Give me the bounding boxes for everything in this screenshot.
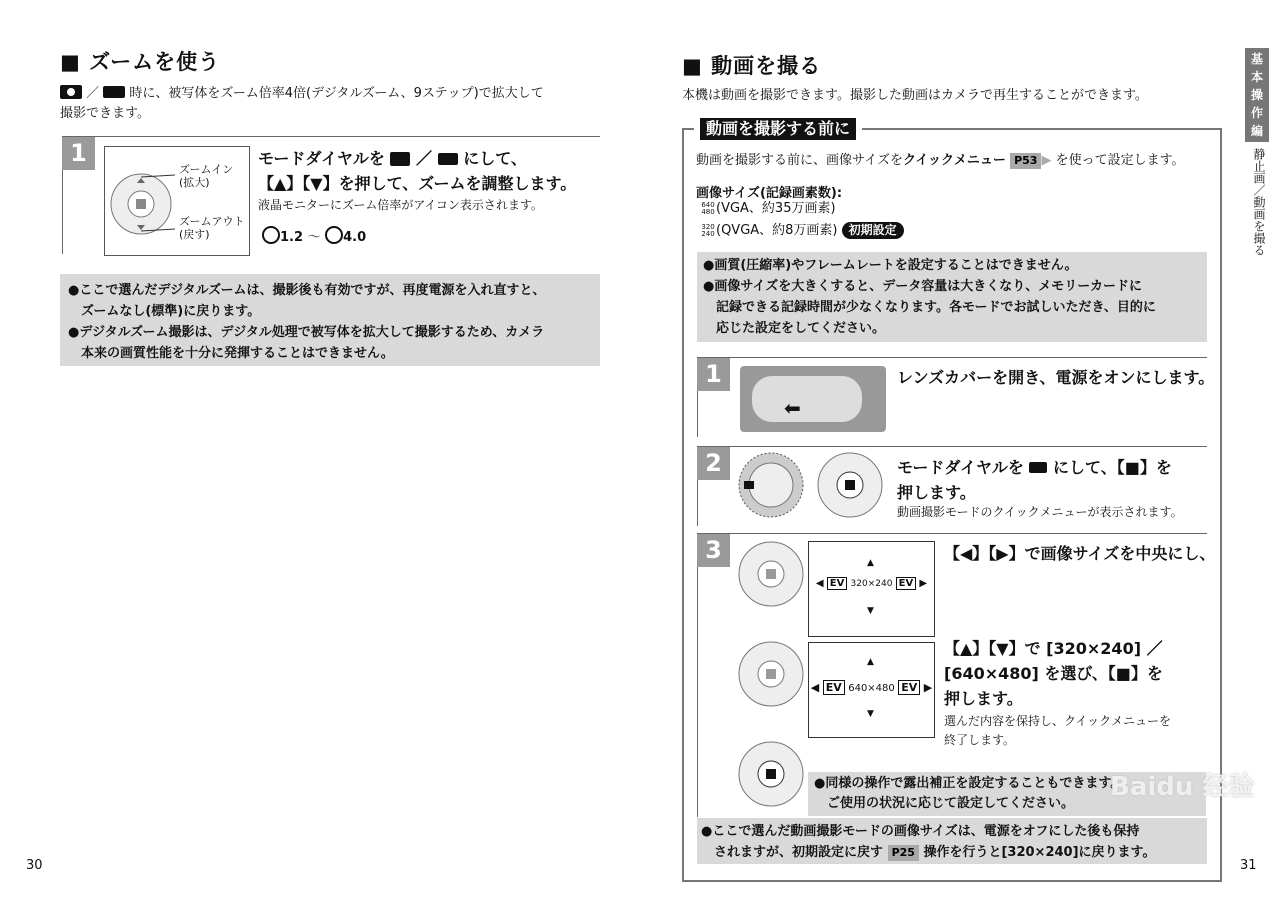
r-step3-vrule [697, 533, 698, 817]
page-ref-badge[interactable]: P53 [1010, 153, 1041, 169]
camera-icon [60, 85, 82, 99]
right-intro: 本機は動画を撮影できます。撮影した動画はカメラで再生することができます。 [682, 88, 1148, 103]
right-page-number: 31 [1240, 858, 1257, 873]
side-tab-char: 本 [1250, 70, 1263, 84]
note-line: ●画像サイズを大きくすると、データ容量は大きくなり、メモリーカードに [703, 279, 1143, 294]
zoom-out-sub: (戻す) [179, 228, 210, 241]
camera-lens-cover-photo [740, 366, 886, 432]
zoom-range-sep: 〜 [307, 230, 321, 245]
side-tab[interactable] [1245, 48, 1269, 142]
r-step1-rule [697, 357, 1207, 358]
left-intro: ／ 時に、被写体をズーム倍率4倍(デジタルズーム、9ステップ)で拡大して [60, 84, 544, 104]
r-step3-desc [944, 712, 1171, 750]
default-badge: 初期設定 [842, 222, 904, 239]
left-page-number: 30 [26, 858, 43, 873]
right-page-title: ■ 動画を撮る [682, 54, 822, 78]
box-intro-a: 動画を撮影する前に、画像サイズを [696, 153, 903, 168]
step1-heading2: 【▲】【▼】を押して、ズームを調整します。 [258, 174, 577, 193]
note-line: ご使用の状況に応じて設定してください。 [814, 796, 1075, 811]
r-step3-line3: [640×480] を選び、【■】を [944, 664, 1163, 683]
box-title: 動画を撮影する前に [700, 118, 856, 140]
box-title-wrap [694, 118, 862, 140]
size-label: 画像サイズ(記録画素数): [696, 186, 843, 201]
size-option-vga: (VGA、約35万画素) [716, 201, 836, 216]
page-ref-badge[interactable]: P25 [888, 845, 919, 861]
note-line: されますが、初期設定に戻す P25 操作を行うと[320×240]に戻ります。 [701, 845, 1156, 860]
left-page-title: ■ ズームを使う [60, 50, 221, 74]
menu-preview-640: ◀ EV 640×480 EV ▶ ▲ ▼ [808, 642, 935, 738]
menu-preview-320: ◀ EV 320×240 EV ▶ ▲ ▼ [808, 541, 935, 637]
size-option-qvga: (QVGA、約8万画素) [716, 223, 838, 238]
note-line: ●デジタルズーム撮影は、デジタル処理で被写体を拡大して撮影するため、カメラ [68, 325, 545, 340]
zoom-in-label: ズームイン [179, 163, 234, 176]
size-list [700, 198, 904, 242]
note-line: ●ここで選んだ動画撮影モードの画像サイズは、電源をオフにした後も保持 [701, 824, 1140, 839]
side-tab-char: 操 [1250, 88, 1263, 102]
left-arrow-icon: ⬅ [784, 396, 801, 420]
note-line: ●画質(圧縮率)やフレームレートを設定することはできません。 [703, 258, 1078, 273]
step1-heading-b: にして、 [463, 149, 527, 168]
side-tab-char: 作 [1250, 106, 1263, 120]
side-tab-char: 基 [1250, 52, 1263, 66]
r-step3-line2: 【▲】【▼】で [320×240] ／ [944, 639, 1163, 658]
camera-icon [390, 152, 410, 166]
side-tab-char: 編 [1250, 124, 1263, 138]
note-line: ズームなし(標準)に戻ります。 [68, 304, 261, 319]
left-notes [60, 274, 600, 366]
note-line: 本来の画質性能を十分に発揮することはできません。 [68, 346, 394, 361]
movie-camera-icon [438, 153, 458, 165]
r-step1-text: レンズカバーを開き、電源をオンにします。 [897, 368, 1215, 387]
r-step3-desc2: 終了します。 [944, 733, 1016, 747]
side-section-text: 静止画／動画を撮る [1252, 148, 1266, 256]
r-step2-line1a: モードダイヤルを [897, 458, 1024, 477]
r-step2-line1 [897, 455, 1172, 478]
step1-number: 1 [62, 137, 95, 170]
zoom-dial-figure [104, 146, 250, 256]
r-step3-number: 3 [697, 534, 730, 567]
quick-menu-link[interactable]: クイックメニュー [902, 153, 1006, 168]
r-step2-desc: 動画撮影モードのクイックメニューが表示されます。 [897, 505, 1183, 519]
r-step2-line2: 押します。 [897, 483, 976, 502]
r-step2-number: 2 [697, 447, 730, 480]
box-intro [696, 149, 1185, 169]
reset-link[interactable]: 初期設定に戻す [792, 845, 884, 860]
r-step1-number: 1 [697, 358, 730, 391]
control-pad-icon [737, 540, 805, 608]
step1-heading-a: モードダイヤルを [258, 149, 385, 168]
note-line: 記録できる記録時間が少なくなります。各モードでお試しいただき、目的に [703, 300, 1156, 315]
step1-rule [62, 136, 600, 137]
r-step3-desc1: 選んだ内容を保持し、クイックメニューを [944, 714, 1172, 728]
qvga-icon: 320 240 [701, 223, 715, 238]
zoom-icon [262, 226, 280, 244]
r-step3-line1: 【◀】【▶】で画像サイズを中央にし、 [944, 544, 1216, 563]
right-notes [697, 252, 1207, 342]
movie-camera-icon [103, 86, 125, 98]
zoom-out-label: ズームアウト [179, 215, 245, 228]
note-line: ●同様の操作で露出補正を設定することもできます。 [814, 776, 1124, 791]
zoom-range [262, 226, 366, 245]
note-line: 応じた設定をしてください。 [703, 321, 886, 336]
control-pad-icon [816, 450, 884, 520]
zoom-range-to: 4.0 [343, 230, 367, 245]
note-line: ●ここで選んだデジタルズームは、撮影後も有効ですが、再度電源を入れ直すと、 [68, 283, 546, 298]
r-step2-line1b: にして、【■】を [1053, 458, 1172, 477]
arrow-icon: ▶ [1041, 153, 1052, 168]
zoom-range-from: 1.2 [280, 230, 304, 245]
left-intro-line1: 時に、被写体をズーム倍率4倍(デジタルズーム、9ステップ)で拡大して [129, 86, 544, 101]
bottom-note [697, 818, 1207, 864]
zoom-icon [325, 226, 343, 244]
zoom-in-sub: (拡大) [179, 176, 210, 189]
control-pad-icon [737, 740, 805, 808]
r-step2-rule [697, 446, 1207, 447]
left-intro-line2: 撮影できます。 [60, 106, 150, 121]
vga-icon: 640 480 [701, 201, 715, 216]
r-step3-rule [697, 533, 1207, 534]
control-pad-icon [737, 640, 805, 708]
step1-desc: 液晶モニターにズーム倍率がアイコン表示されます。 [258, 198, 543, 212]
mode-dial-icon [736, 450, 806, 520]
movie-camera-icon [1029, 462, 1047, 473]
watermark: Baidu 经验 [1110, 772, 1255, 802]
r-step3-line4: 押します。 [944, 689, 1023, 708]
box-intro-c: を使って設定します。 [1055, 153, 1185, 168]
r-step3-instr [944, 636, 1163, 711]
step1-heading: モードダイヤルを ／ にして、 [258, 149, 527, 168]
